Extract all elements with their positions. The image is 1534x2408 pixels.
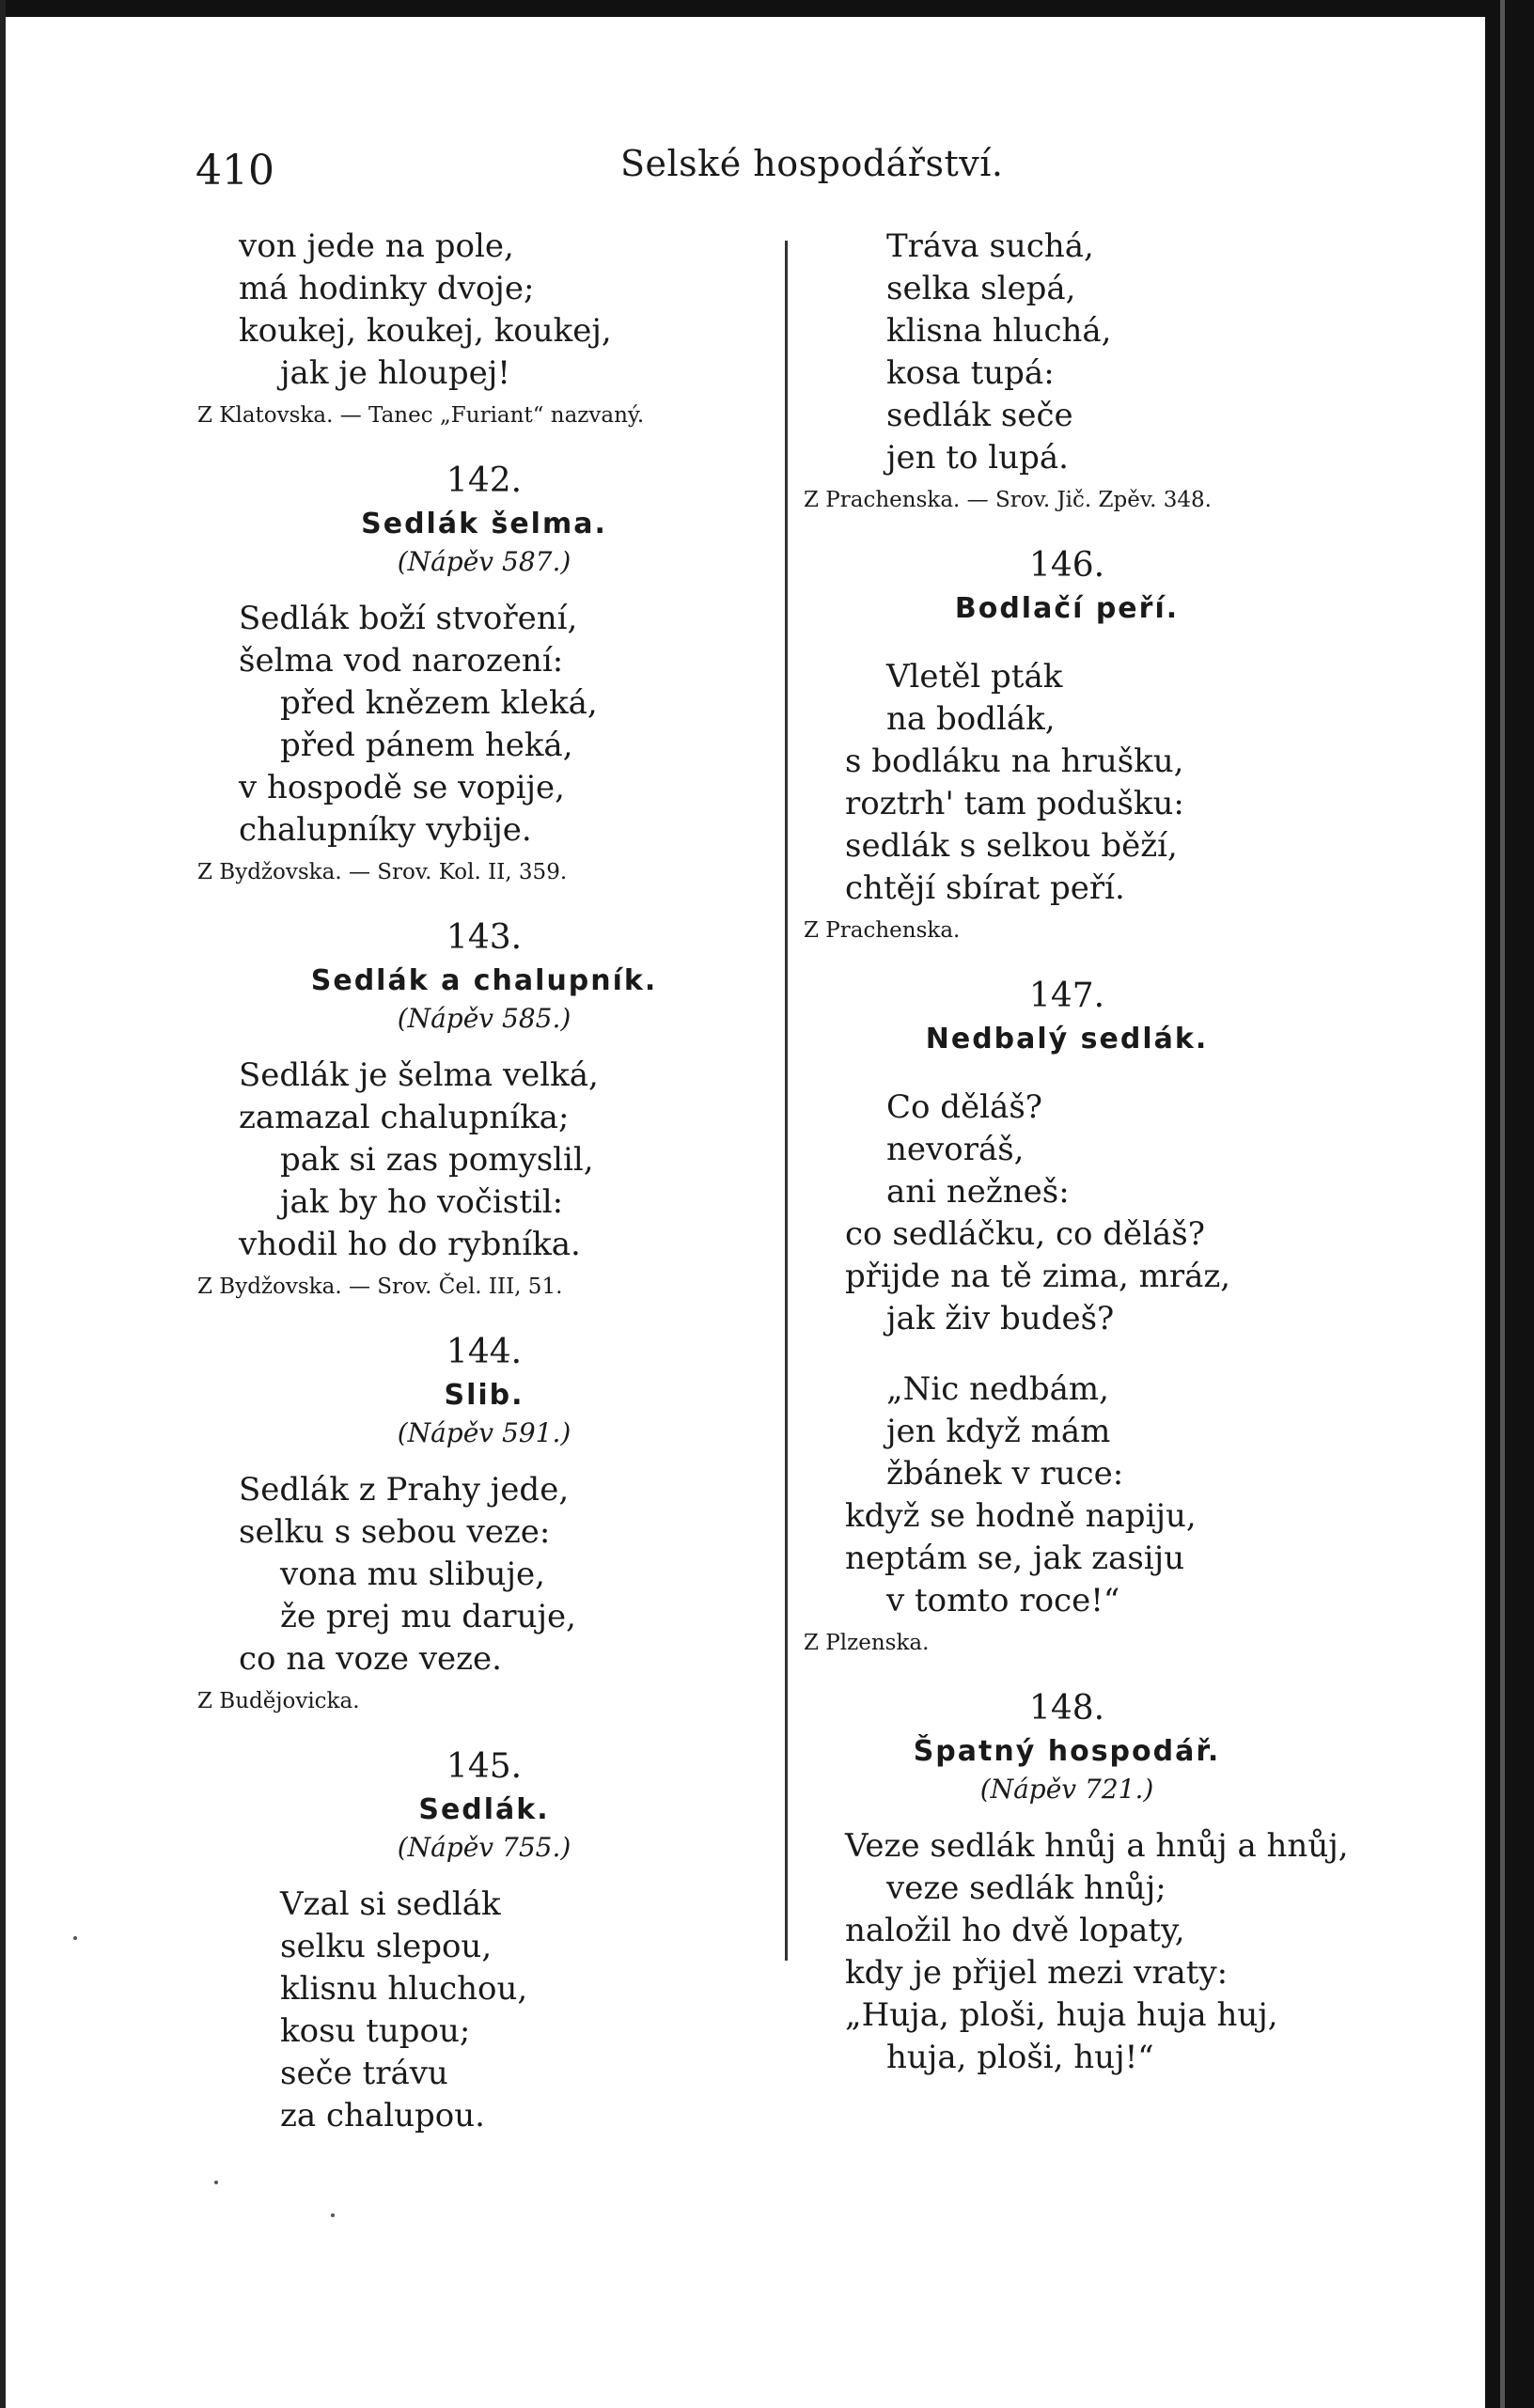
verse-line: šelma vod narození: (239, 642, 564, 680)
song-source: Z Prachenska. (804, 918, 961, 943)
verse-line: jak by ho vočistil: (280, 1183, 564, 1221)
song-number: 148. (1028, 1689, 1105, 1728)
verse-line: pak si zas pomyslil, (280, 1141, 594, 1179)
verse-line: vhodil ho do rybníka. (239, 1226, 581, 1263)
song-number: 142. (446, 461, 523, 500)
song-title: Sedlák šelma. (361, 508, 607, 540)
song-source: Z Bydžovska. — Srov. Čel. III, 51. (197, 1274, 563, 1299)
scan-speck (214, 2181, 218, 2184)
song-title: Špatný hospodář. (913, 1735, 1221, 1768)
verse-line: Sedlák je šelma velká, (239, 1056, 599, 1094)
verse-line: Tráva suchá, (886, 227, 1094, 265)
song-tune-reference: (Nápěv 585.) (397, 1003, 571, 1034)
verse-line: Vzal si sedlák (280, 1885, 501, 1923)
verse-line: před knězem kleká, (280, 684, 598, 722)
scan-right-border (1485, 0, 1534, 2408)
verse-line: s bodláku na hrušku, (845, 743, 1184, 780)
song-tune-reference: (Nápěv 755.) (397, 1832, 571, 1863)
song-source: Z Prachenska. — Srov. Jič. Zpěv. 348. (804, 488, 1212, 512)
verse-line: naložil ho dvě lopaty, (845, 1912, 1185, 1949)
scan-speck (331, 2213, 335, 2217)
song-source: Z Budějovicka. (197, 1689, 360, 1713)
song-title: Slib. (444, 1379, 524, 1412)
verse-line: přijde na tě zima, mráz, (845, 1258, 1231, 1295)
verse-line: roztrh' tam podušku: (845, 785, 1184, 822)
verse-line: veze sedlák hnůj; (886, 1869, 1166, 1907)
song-number: 144. (446, 1333, 523, 1371)
verse-line: chalupníky vybije. (239, 811, 532, 849)
scan-speck (73, 1936, 77, 1940)
verse-line: klisnu hluchou, (280, 1970, 528, 2008)
song-title: Bodlačí peří. (954, 592, 1180, 625)
verse-line: má hodinky dvoje; (239, 270, 535, 307)
verse-line: kosu tupou; (280, 2012, 471, 2050)
verse-line: jen když mám (886, 1413, 1111, 1450)
verse-line: kdy je přijel mezi vraty: (845, 1954, 1229, 1992)
song-source: Z Bydžovska. — Srov. Kol. II, 359. (197, 860, 568, 884)
song-title: Nedbalý sedlák. (925, 1023, 1209, 1055)
verse-line: vona mu slibuje, (280, 1556, 545, 1593)
verse-line: jak živ budeš? (886, 1300, 1115, 1337)
verse-line: von jede na pole, (239, 227, 514, 265)
song-source: Z Plzenska. (804, 1631, 930, 1655)
page-number: 410 (196, 147, 274, 195)
verse-line: před pánem heká, (280, 727, 573, 764)
verse-line: selka slepá, (886, 270, 1076, 307)
song-number: 143. (446, 918, 523, 957)
scan-top-border (0, 0, 1534, 17)
scan-left-border (0, 0, 6, 2408)
verse-line: neptám se, jak zasiju (845, 1540, 1185, 1577)
song-number: 146. (1028, 546, 1105, 585)
verse-line: seče trávu (280, 2055, 448, 2092)
song-tune-reference: (Nápěv 591.) (397, 1417, 571, 1448)
verse-line: ani nežneš: (886, 1173, 1070, 1211)
verse-line: kosa tupá: (886, 354, 1055, 392)
running-title: Selské hospodářství. (620, 143, 1004, 184)
verse-line: „Nic nedbám, (886, 1370, 1109, 1408)
verse-line: selku s sebou veze: (239, 1513, 551, 1551)
song-tune-reference: (Nápěv 587.) (397, 546, 571, 577)
column-divider (785, 241, 788, 1961)
right-column (804, 226, 1349, 2079)
verse-line: huja, ploši, huj!“ (886, 2039, 1154, 2076)
verse-line: sedlák s selkou běží, (845, 827, 1178, 865)
verse-line: koukej, koukej, koukej, (239, 312, 612, 350)
verse-line: na bodlák, (886, 700, 1056, 738)
verse-line: Veze sedlák hnůj a hnůj a hnůj, (845, 1827, 1349, 1865)
verse-line: selku slepou, (280, 1928, 493, 1965)
verse-line: chtějí sbírat peří. (845, 869, 1125, 907)
song-number: 147. (1028, 977, 1105, 1015)
verse-line: když se hodně napiju, (845, 1497, 1197, 1535)
verse-line: za chalupou. (280, 2097, 485, 2134)
verse-line: Vletěl pták (886, 658, 1063, 696)
verse-line: sedlák seče (886, 397, 1073, 434)
verse-line: jak je hloupej! (280, 354, 510, 392)
verse-line: v hospodě se vopije, (239, 769, 565, 806)
verse-line: jen to lupá. (886, 439, 1069, 477)
verse-line: co sedláčku, co děláš? (845, 1215, 1205, 1253)
verse-line: klisna hluchá, (886, 312, 1112, 350)
song-source: Z Klatovska. — Tanec „Furiant“ nazvaný. (197, 403, 645, 428)
song-tune-reference: (Nápěv 721.) (979, 1774, 1154, 1805)
verse-line: zamazal chalupníka; (239, 1099, 570, 1136)
song-number: 145. (446, 1747, 523, 1786)
verse-line: že prej mu daruje, (280, 1598, 576, 1635)
song-title: Sedlák a chalupník. (310, 964, 658, 997)
verse-line: žbánek v ruce: (886, 1455, 1124, 1493)
verse-line: Sedlák z Prahy jede, (239, 1471, 570, 1509)
verse-line: v tomto roce!“ (886, 1582, 1120, 1619)
song-title: Sedlák. (418, 1793, 550, 1826)
verse-line: Sedlák boží stvoření, (239, 600, 578, 637)
verse-line: „Huja, ploši, huja huja huj, (845, 1996, 1278, 2034)
verse-line: Co děláš? (886, 1088, 1042, 1126)
verse-line: nevoráš, (886, 1131, 1025, 1168)
left-column (197, 226, 771, 2137)
stanza (804, 1087, 1330, 1340)
verse-line: co na voze veze. (239, 1640, 502, 1678)
